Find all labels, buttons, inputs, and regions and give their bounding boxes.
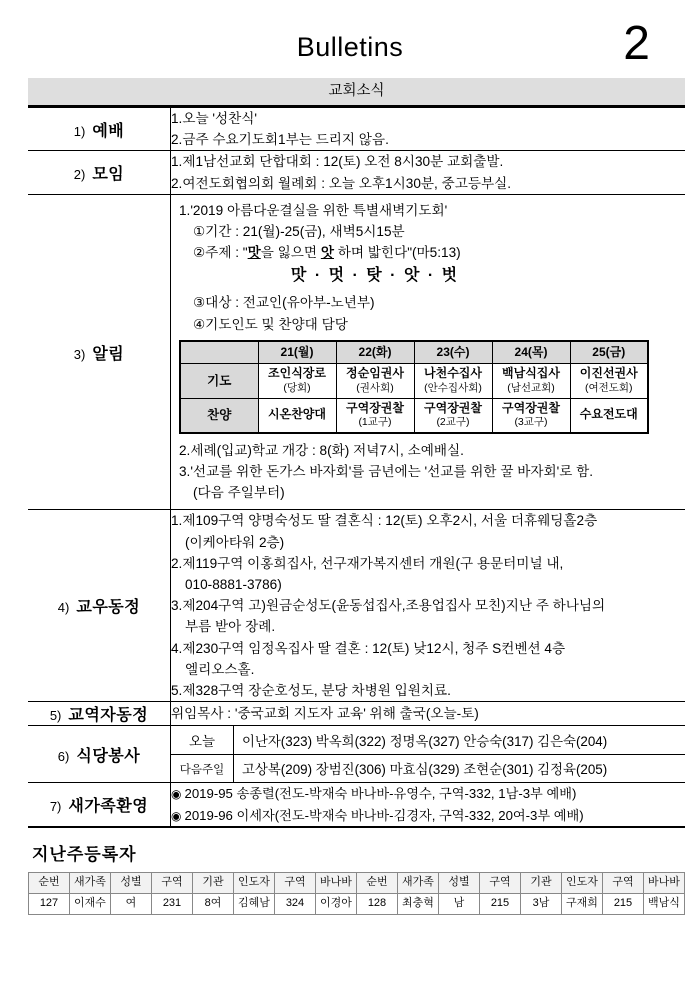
column-header: 구역 [152,873,193,894]
radio-bullet-icon: ◉ [171,787,182,802]
table-cell: 이경아 [316,893,357,914]
page-header [0,0,700,78]
list-item: 1.오늘 '성찬식' [171,111,257,126]
column-header: 인도자 [234,873,275,894]
duty-person: 수요전도대 [579,407,638,422]
duty-cell [414,364,492,398]
table-row [29,893,685,914]
duty-person: 나천수집사 [424,366,482,381]
table-row [28,151,685,194]
section-body-meal-service [171,726,686,783]
table-cell: 231 [152,893,193,914]
column-header: 인도자 [562,873,603,894]
list-item: (다음 주일부터) [193,485,285,501]
registration-header-row [29,873,685,894]
meal-when-label: 오늘 [188,734,216,750]
table-cell: 127 [29,893,70,914]
table-cell: 이재수 [70,893,111,914]
meal-names-next-sunday: 고상복(209) 장범진(306) 마효심(329) 조현순(301) 김정육(205) [242,762,608,778]
list-item: 위임목사 : '중국교회 지도자 교육' 위해 출국(오늘-토) [171,706,479,722]
table-cell: 남 [439,893,480,914]
column-header: 기관 [193,873,234,894]
section-title: 교우동정 [76,599,141,617]
list-item: 3.제204구역 고)원금순성도(윤동섭집사,조용업집사 모친)지난 주 하나님의 [171,598,606,614]
table-cell: 128 [357,893,398,914]
duty-group: (여전도회) [584,381,633,394]
section-title: 알림 [92,345,125,363]
list-item: 2.세례(입교)학교 개강 : 8(화) 저녁7시, 소예배실. [179,442,464,458]
section-body-new-family [171,783,686,827]
section-banner: 교회소식 [28,78,685,107]
section-label-worship [28,108,171,151]
table-cell: 백남식 [644,893,685,914]
section-number: 5) [49,708,62,724]
table-cell: 3남 [521,893,562,914]
duty-cell [492,398,570,433]
column-header: 기관 [521,873,562,894]
column-header: 바나바 [644,873,685,894]
section-body-worship [171,108,686,151]
section-title: 식당봉사 [76,747,141,765]
table-row [28,194,685,510]
table-cell: 여 [111,893,152,914]
notice-motto: 맛 · 멋 · 탓 · 앗 · 벗 [290,267,460,285]
meal-when-label: 다음주일 [179,763,225,776]
section-number: 6) [57,748,70,764]
duty-cell [414,398,492,433]
radio-bullet-icon: ◉ [171,808,182,823]
section-label-member-news [28,510,171,702]
topic-middle: 을 잃으면 [260,245,321,261]
section-body-notices [171,194,686,510]
duty-cell [336,398,414,433]
section-number: 7) [49,799,62,815]
list-item [171,805,685,826]
section-number: 1) [73,123,86,139]
column-header: 구역 [480,873,521,894]
registration-heading: 지난주등록자 [32,845,137,865]
duty-roster-table [179,340,649,434]
duty-person: 조인식장로 [268,366,326,381]
list-item: ③대상 : 전교인(유아부-노년부) [193,295,375,311]
registration-table-wrapper [28,872,685,915]
duty-day-header: 23(수) [414,341,492,364]
duty-day-header: 22(화) [336,341,414,364]
list-item: 1.제109구역 양명숙성도 딸 결혼식 : 12(토) 오후2시, 서울 더휴웨딩홀2층 [171,513,598,529]
section-number: 3) [73,346,86,362]
meal-service-table [171,726,685,782]
section-title: 교역자동정 [68,707,149,725]
duty-cell [258,398,336,433]
section-label-meetings [28,151,171,194]
duty-group: (당회) [283,381,311,394]
table-cell: 215 [480,893,521,914]
list-item: 엘리오스홀. [185,661,255,677]
table-cell: 구재희 [562,893,603,914]
duty-header-row [180,341,648,364]
duty-person: 이진선권사 [579,366,638,381]
topic-suffix: 하며 밟힌다"(마5:13) [333,245,461,261]
table-cell: 최충혁 [398,893,439,914]
meal-names-today: 이난자(323) 박옥희(322) 정명옥(327) 안승숙(317) 김은숙(204) [234,726,686,755]
page-title: Bulletins [296,32,404,62]
list-item: 1.'2019 아름다운결실을 위한 특별새벽기도회' [179,202,448,218]
column-header: 바나바 [316,873,357,894]
duty-roster-wrapper [171,335,685,440]
list-item: 2.금주 수요기도회1부는 드리지 않음. [171,132,389,148]
list-item: 1.제1남선교회 단합대회 : 12(토) 오전 8시30분 교회출발. [171,154,504,170]
duty-group: (1교구) [358,416,392,429]
section-number: 2) [73,167,86,183]
table-cell: 8여 [193,893,234,914]
topic-keyword-2: 앗 [320,245,334,261]
section-title: 모임 [92,166,125,184]
table-row [171,726,685,755]
section-label-pastor-news [28,702,171,726]
column-header: 구역 [603,873,644,894]
duty-person: 구역장권찰 [502,400,560,415]
table-row [28,510,685,702]
duty-day-header: 24(목) [492,341,570,364]
duty-group: (권사회) [356,381,394,394]
section-title: 예배 [92,122,125,140]
duty-row-header-prayer: 기도 [180,364,258,398]
section-label-notices [28,194,171,510]
section-body-meetings [171,151,686,194]
duty-group: (3교구) [514,416,548,429]
section-title: 새가족환영 [68,798,149,816]
duty-group: (남선교회) [507,381,555,394]
meal-when-next-sunday [171,755,234,783]
new-family-entry: 2019-96 이세자(전도-박재숙 바나바-김경자, 구역-332, 20여-3부 예배) [184,807,584,823]
duty-person: 백남식집사 [502,366,560,381]
section-label-new-family [28,783,171,827]
table-row [28,783,685,827]
table-row [180,398,648,433]
duty-person: 정순임권사 [346,366,404,381]
duty-person: 구역장권찰 [346,400,404,415]
table-cell: 김혜남 [234,893,275,914]
list-item: 010-8881-3786) [185,577,282,593]
column-header: 구역 [275,873,316,894]
section-label-meal-service [28,726,171,783]
duty-group: (2교구) [436,416,470,429]
duty-person: 구역장권찰 [424,400,482,415]
list-item: 5.제328구역 장순호성도, 분당 차병원 입원치료. [171,683,451,699]
notice-topic-line [179,242,681,263]
table-row [28,702,685,726]
table-row [180,364,648,398]
list-item: ④기도인도 및 찬양대 담당 [193,316,348,332]
duty-person: 시온찬양대 [268,407,326,422]
duty-group: (안수집사회) [424,381,482,394]
page-number: 2 [623,17,650,70]
table-cell: 324 [275,893,316,914]
section-body-pastor-news [171,702,686,726]
column-header: 성별 [111,873,152,894]
duty-cell [570,398,648,433]
list-item: ①기간 : 21(월)-25(금), 새벽5시15분 [193,224,405,240]
list-item: (이케아타워 2층) [185,534,285,550]
list-item: 4.제230구역 임정옥집사 딸 결혼 : 12(토) 낮12시, 청주 S컨벤션 4층 [171,640,566,656]
table-cell: 215 [603,893,644,914]
duty-day-header: 25(금) [570,341,648,364]
list-item: 3.'선교를 위한 돈가스 바자회'를 금년에는 '선교를 위한 꿀 바자회'로 함. [179,464,594,480]
meal-when-today [171,726,234,755]
list-item: 2.여전도회협의회 월례회 : 오늘 오후1시30분, 중고등부실. [171,175,511,191]
column-header: 성별 [439,873,480,894]
table-row [171,755,685,783]
column-header: 새가족 [398,873,439,894]
new-family-entry: 2019-95 송종렬(전도-박재숙 바나바-유영수, 구역-332, 1남-3부 예배) [184,786,577,802]
duty-corner-cell [180,341,258,364]
duty-cell [492,364,570,398]
list-item [171,783,685,804]
duty-row-header-praise: 찬양 [180,398,258,433]
registration-table [28,872,685,915]
topic-prefix: ②주제 : " [193,245,248,261]
list-item: 2.제119구역 이홍희집사, 선구재가복지센터 개원(구 용문터미널 내, [171,555,564,571]
column-header: 순번 [357,873,398,894]
table-row [28,108,685,151]
topic-keyword-1: 맛 [247,245,261,261]
duty-cell [570,364,648,398]
table-row [28,726,685,783]
list-item: 부름 받아 장례. [185,619,276,635]
column-header: 새가족 [70,873,111,894]
column-header: 순번 [29,873,70,894]
bulletin-main-table [28,107,685,828]
duty-day-header: 21(월) [258,341,336,364]
section-body-member-news [171,510,686,702]
duty-cell [336,364,414,398]
duty-cell [258,364,336,398]
section-number: 4) [57,600,70,616]
